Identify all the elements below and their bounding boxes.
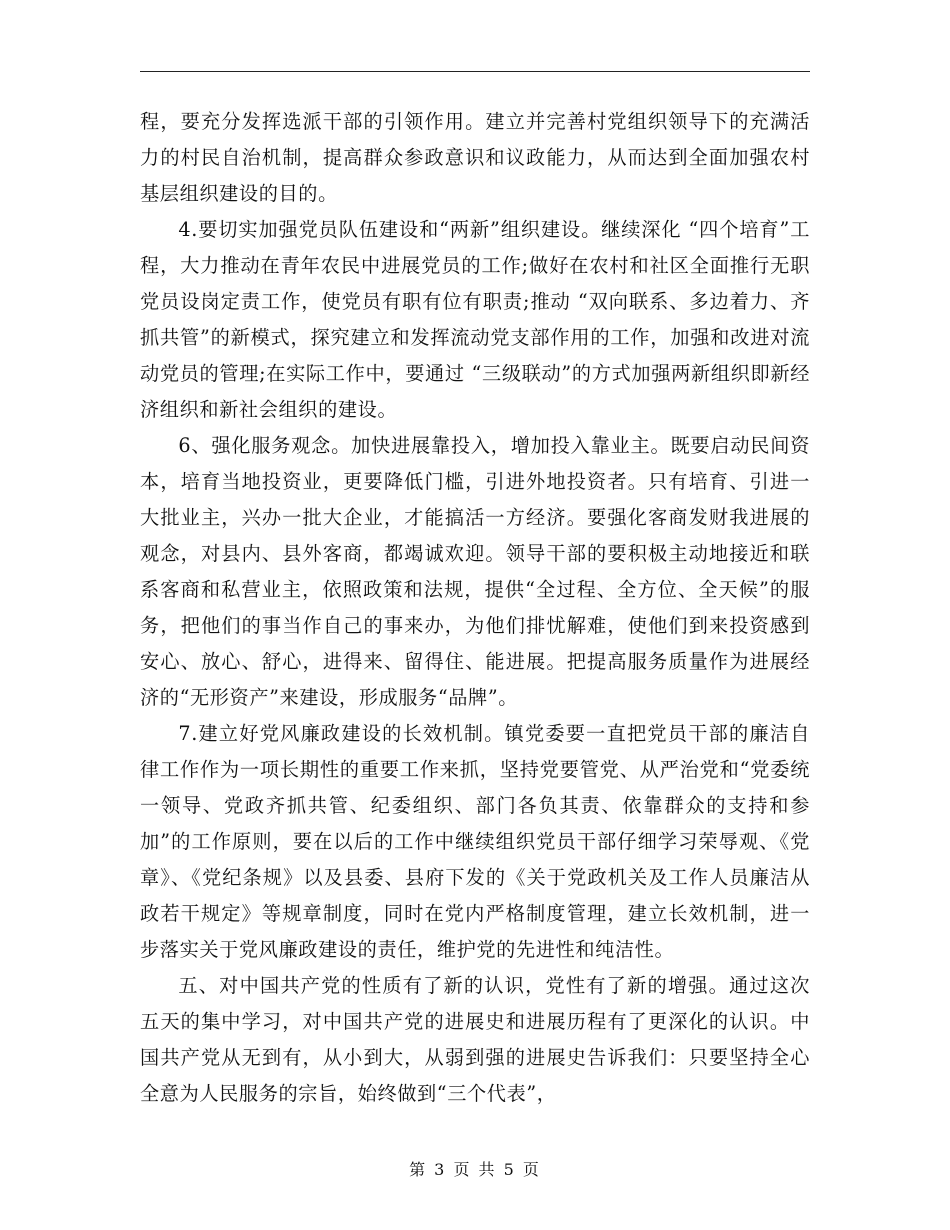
paragraph-2: 4.要切实加强党员队伍建设和“两新”组织建设。继续深化 “四个培育”工程，大力推动在青年农民中进展党员的工作;做好在农村和社区全面推行无职党员设岗定责工作，使党员有职有位有职责;推动 “双向联系、多边着力、齐抓共管”的新模式，探究建立和发挥流动党支部作用的工作，加强和改进对流动党员的管理;在实际工作中，要通过 “三级联动”的方式加强两新组织即新经济组织和新社会组织的建设。 bbox=[140, 218, 810, 421]
document-body bbox=[140, 104, 810, 1112]
header-rule bbox=[140, 71, 810, 72]
page-number-footer: 第 3 页 共 5 页 bbox=[409, 1160, 541, 1179]
paragraph-1: 程，要充分发挥选派干部的引领作用。建立并完善村党组织领导下的充满活力的村民自治机制，提高群众参政意识和议政能力，从而达到全面加强农村基层组织建设的目的。 bbox=[140, 110, 810, 205]
paragraph-4: 7.建立好党风廉政建设的长效机制。镇党委要一直把党员干部的廉洁自律工作作为一项长期性的重要工作来抓，坚持党要管党、从严治党和“党委统一领导、党政齐抓共管、纪委组织、部门各负其责、依靠群众的支持和参加”的工作原则，要在以后的工作中继续组织党员干部仔细学习荣辱观、《党章》、《党纪条规》以及县委、县府下发的《关于党政机关及工作人员廉洁从政若干规定》等规章制度，同时在党内严格制度管理，建立长效机制，进一步落实关于党风廉政建设的责任，维护党的先进性和纯洁性。 bbox=[140, 722, 810, 961]
paragraph-5: 五、对中国共产党的性质有了新的认识，党性有了新的增强。通过这次五天的集中学习，对中国共产党的进展史和进展历程有了更深化的认识。中国共产党从无到有，从小到大，从弱到强的进展史告诉我们：只要坚持全心全意为人民服务的宗旨，始终做到“三个代表”， bbox=[140, 974, 810, 1105]
paragraph-3: 6、强化服务观念。加快进展靠投入，增加投入靠业主。既要启动民间资本，培育当地投资业，更要降低门槛，引进外地投资者。只有培育、引进一大批业主，兴办一批大企业，才能搞活一方经济。要强化客商发财我进展的观念，对县内、县外客商，都竭诚欢迎。领导干部的要积极主动地接近和联系客商和私营业主，依照政策和法规，提供“全过程、全方位、全天候”的服务，把他们的事当作自己的事来办，为他们排忧解难，使他们到来投资感到安心、放心、舒心，进得来、留得住、能进展。把提高服务质量作为进展经济的“无形资产”来建设，形成服务“品牌”。 bbox=[140, 434, 810, 709]
